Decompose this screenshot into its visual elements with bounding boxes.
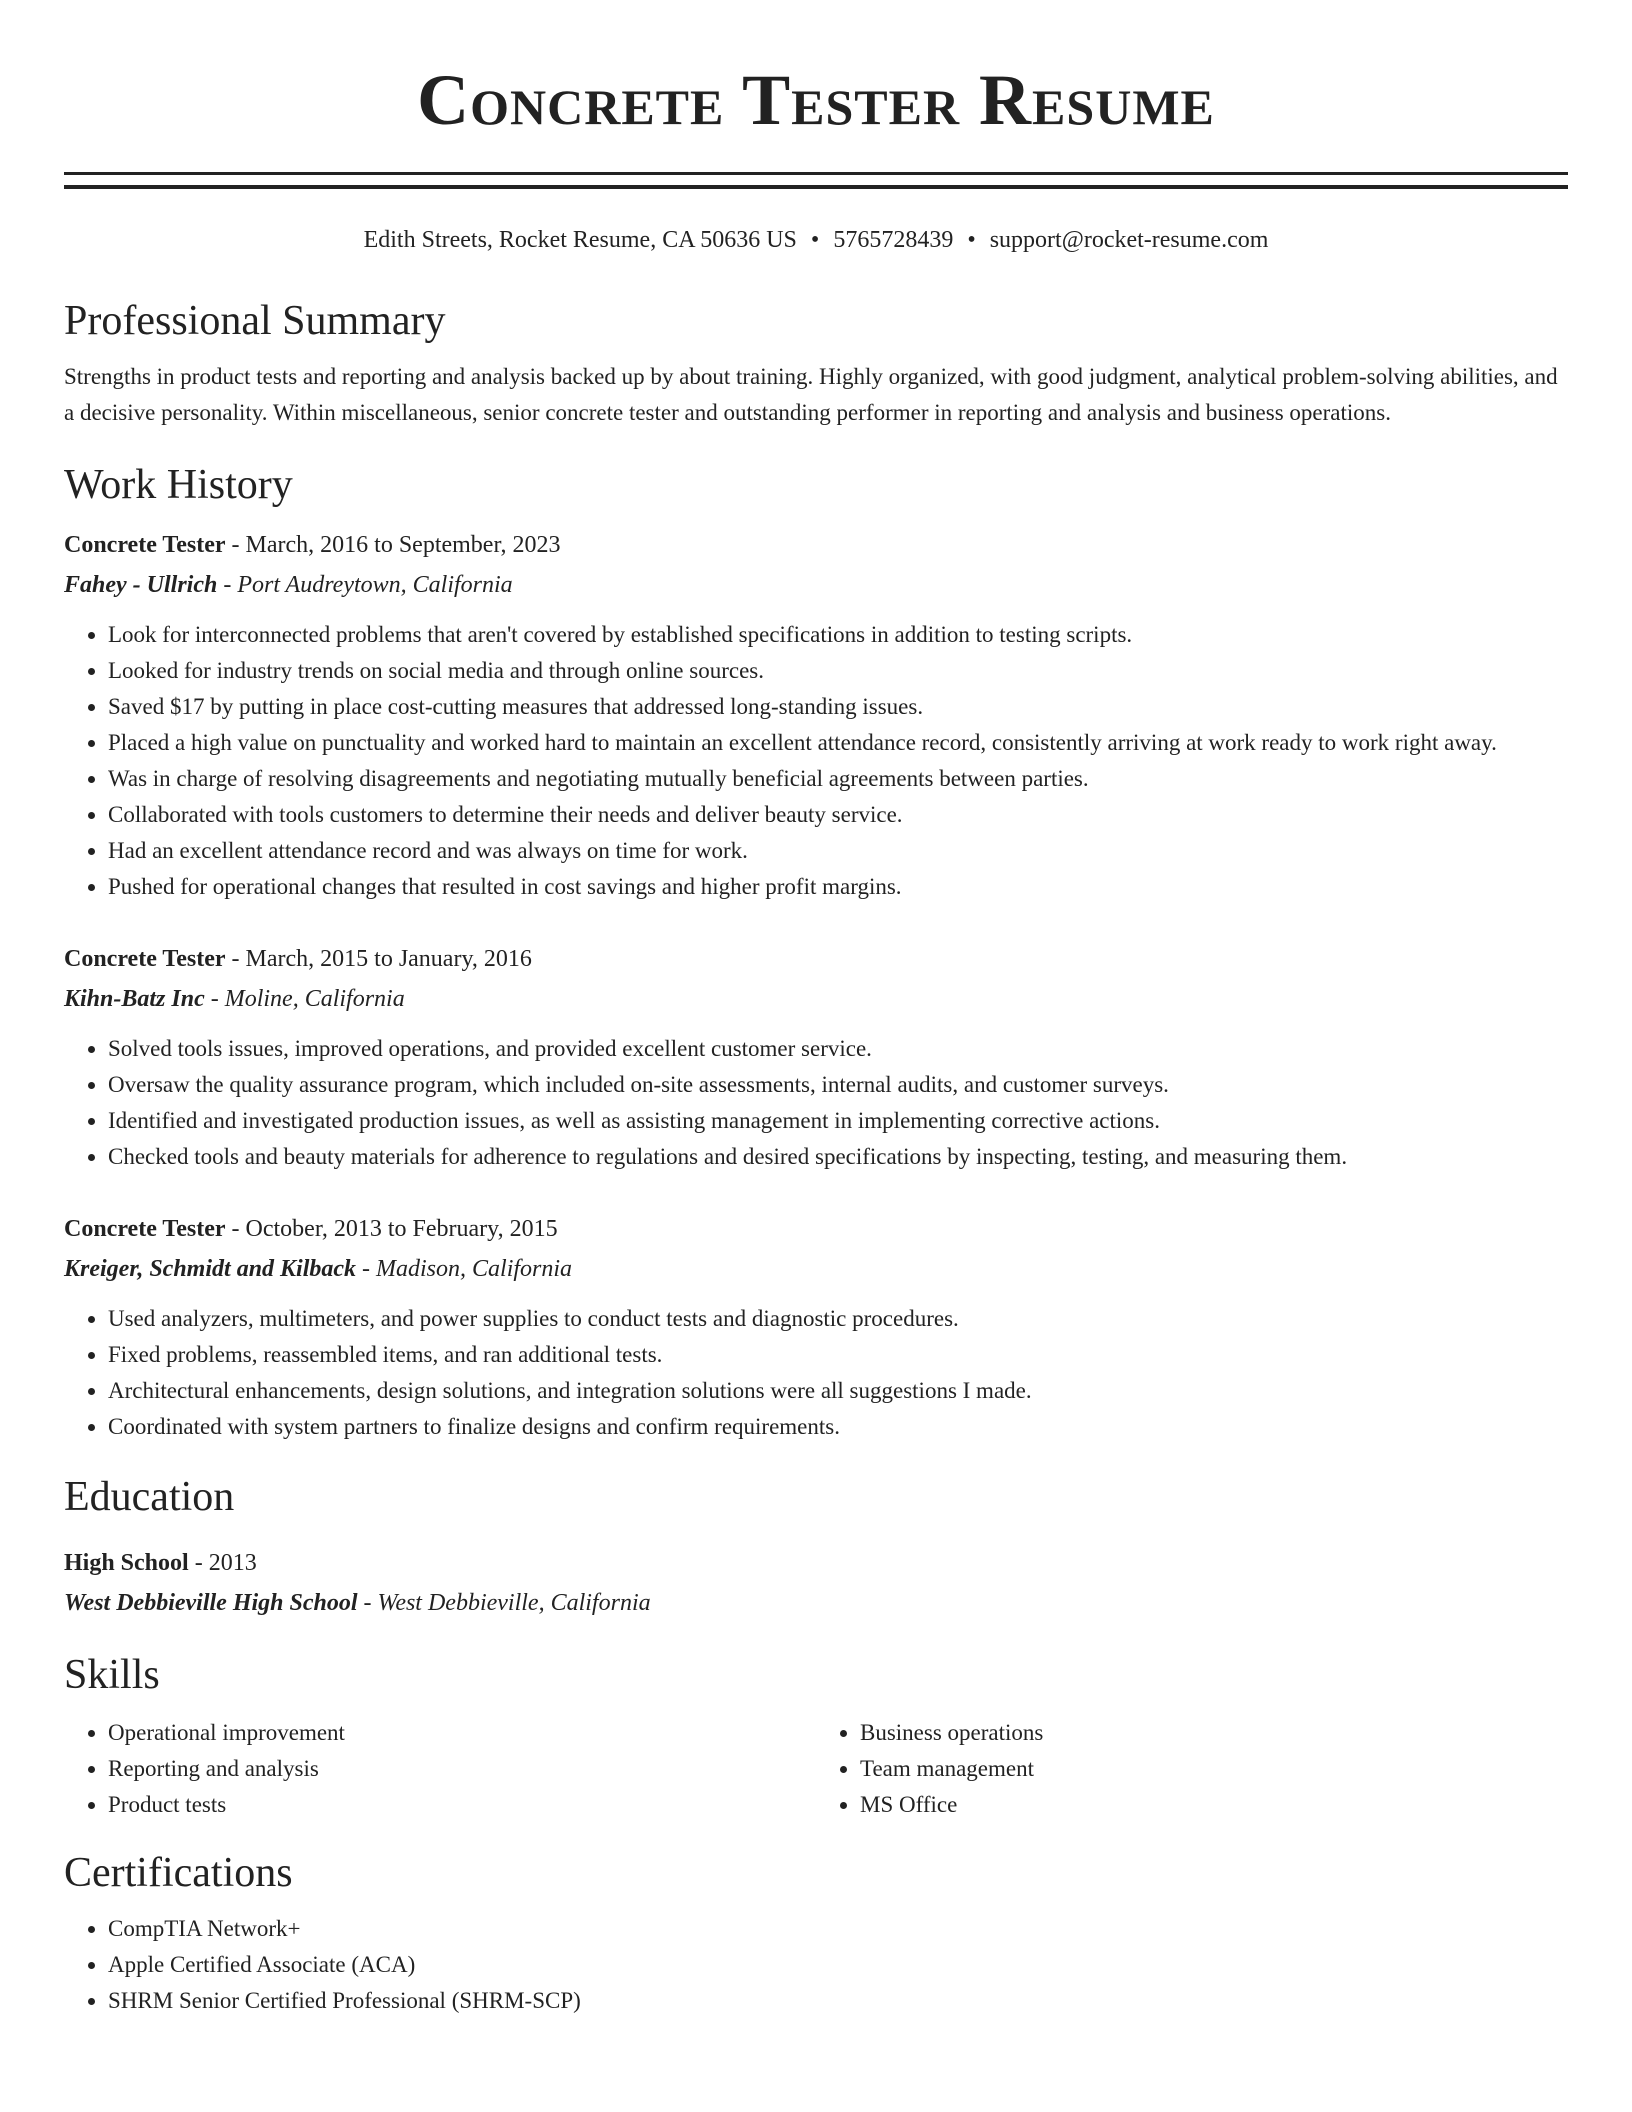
job-bullet-list bbox=[64, 1301, 1568, 1445]
skill-item: • Reporting and analysis bbox=[108, 1751, 816, 1787]
summary-heading: Professional Summary bbox=[64, 298, 446, 344]
list-item: • Collaborated with tools customers to determine their needs and deliver beauty service. bbox=[108, 797, 1568, 833]
job-role: Concrete Tester bbox=[64, 532, 226, 558]
job-entry-3 bbox=[64, 1209, 1568, 1445]
job-entry-1 bbox=[64, 525, 1568, 905]
skills-column-left bbox=[64, 1715, 816, 1823]
job-location: - Port Audreytown, California bbox=[217, 572, 513, 598]
list-item: • Pushed for operational changes that resulted in cost savings and higher profit margins. bbox=[108, 869, 1568, 905]
list-item: • Checked tools and beauty materials for adherence to regulations and desired specifications by inspecting, testing, and measuring them. bbox=[108, 1139, 1568, 1175]
resume-title: Concrete Tester Resume bbox=[417, 60, 1215, 140]
skill-item: • Team management bbox=[860, 1751, 1568, 1787]
job-title-line bbox=[64, 1209, 1568, 1249]
list-item: • Looked for industry trends on social media and through online sources. bbox=[108, 653, 1568, 689]
job-company: Fahey - Ullrich bbox=[64, 572, 218, 598]
job-role: Concrete Tester bbox=[64, 1216, 226, 1242]
education-location: - West Debbieville, California bbox=[357, 1590, 651, 1616]
education-year: - 2013 bbox=[188, 1550, 257, 1576]
certification-item: • CompTIA Network+ bbox=[108, 1911, 1568, 1947]
certification-item: • SHRM Senior Certified Professional (SHRM-SCP) bbox=[108, 1983, 1568, 2019]
job-location: - Moline, California bbox=[204, 986, 405, 1012]
list-item: • Architectural enhancements, design solutions, and integration solutions were all suggestions I made. bbox=[108, 1373, 1568, 1409]
job-role: Concrete Tester bbox=[64, 946, 226, 972]
skills-grid bbox=[64, 1715, 1568, 1823]
list-item: • Look for interconnected problems that aren't covered by established specifications in addition to testing scripts. bbox=[108, 617, 1568, 653]
job-bullet-list bbox=[64, 1031, 1568, 1175]
certification-item: • Apple Certified Associate (ACA) bbox=[108, 1947, 1568, 1983]
list-item: • Placed a high value on punctuality and worked hard to maintain an excellent attendance record, consistently arriving at work ready to work right away. bbox=[108, 725, 1568, 761]
education-degree-line bbox=[64, 1543, 1568, 1583]
job-company-line bbox=[64, 565, 1568, 605]
list-item: • Saved $17 by putting in place cost-cutting measures that addressed long-standing issues. bbox=[108, 689, 1568, 725]
skills-list-left bbox=[64, 1715, 816, 1823]
list-item: • Solved tools issues, improved operations, and provided excellent customer service. bbox=[108, 1031, 1568, 1067]
job-company-line bbox=[64, 979, 1568, 1019]
contact-separator: • bbox=[810, 227, 820, 253]
list-item: • Coordinated with system partners to finalize designs and confirm requirements. bbox=[108, 1409, 1568, 1445]
list-item: • Used analyzers, multimeters, and power supplies to conduct tests and diagnostic procedures. bbox=[108, 1301, 1568, 1337]
job-company-line bbox=[64, 1249, 1568, 1289]
job-location: - Madison, California bbox=[356, 1256, 573, 1282]
summary-text: Strengths in product tests and reporting and analysis backed up by about training. Highly organized, with good judgment, analytical problem-solving abilities, and a decisive personality. Within miscellaneous, senior concrete tester and outstanding performer in reporting and analysis and business operations. bbox=[64, 364, 1558, 425]
job-dates: - March, 2015 to January, 2016 bbox=[225, 946, 532, 972]
job-dates: - March, 2016 to September, 2023 bbox=[225, 532, 561, 558]
contact-separator: • bbox=[967, 227, 976, 253]
list-item: • Had an excellent attendance record and was always on time for work. bbox=[108, 833, 1568, 869]
skill-item: • Product tests bbox=[108, 1787, 816, 1823]
job-title-line bbox=[64, 939, 1568, 979]
job-entry-2 bbox=[64, 939, 1568, 1175]
skills-heading: Skills bbox=[64, 1652, 160, 1698]
job-company: Kreiger, Schmidt and Kilback bbox=[64, 1256, 357, 1282]
job-dates: - October, 2013 to February, 2015 bbox=[225, 1216, 558, 1242]
contact-line bbox=[64, 225, 1568, 255]
education-heading: Education bbox=[64, 1474, 235, 1520]
contact-phone: 5765728439 bbox=[833, 227, 954, 253]
skills-list-right bbox=[816, 1715, 1568, 1823]
list-item: • Oversaw the quality assurance program, which included on-site assessments, internal audits, and customer surveys. bbox=[108, 1067, 1568, 1103]
education-school: West Debbieville High School bbox=[64, 1590, 358, 1616]
skills-column-right bbox=[816, 1715, 1568, 1823]
contact-address: Edith Streets, Rocket Resume, CA 50636 US bbox=[363, 227, 797, 253]
list-item: • Fixed problems, reassembled items, and ran additional tests. bbox=[108, 1337, 1568, 1373]
job-title-line bbox=[64, 525, 1568, 565]
contact-email: support@rocket-resume.com bbox=[989, 227, 1269, 253]
title-double-rule bbox=[64, 172, 1568, 189]
job-company: Kihn-Batz Inc bbox=[64, 986, 205, 1012]
education-degree: High School bbox=[64, 1550, 189, 1576]
skill-item: • MS Office bbox=[860, 1787, 1568, 1823]
list-item: • Was in charge of resolving disagreements and negotiating mutually beneficial agreements between parties. bbox=[108, 761, 1568, 797]
education-entry bbox=[64, 1543, 1568, 1623]
certifications-heading: Certifications bbox=[64, 1850, 293, 1896]
education-school-line bbox=[64, 1583, 1568, 1623]
work-history-heading: Work History bbox=[64, 462, 293, 508]
certifications-list bbox=[64, 1911, 1568, 2019]
job-bullet-list bbox=[64, 617, 1568, 905]
skill-item: • Operational improvement bbox=[108, 1715, 816, 1751]
list-item: • Identified and investigated production issues, as well as assisting management in implementing corrective actions. bbox=[108, 1103, 1568, 1139]
skill-item: • Business operations bbox=[860, 1715, 1568, 1751]
